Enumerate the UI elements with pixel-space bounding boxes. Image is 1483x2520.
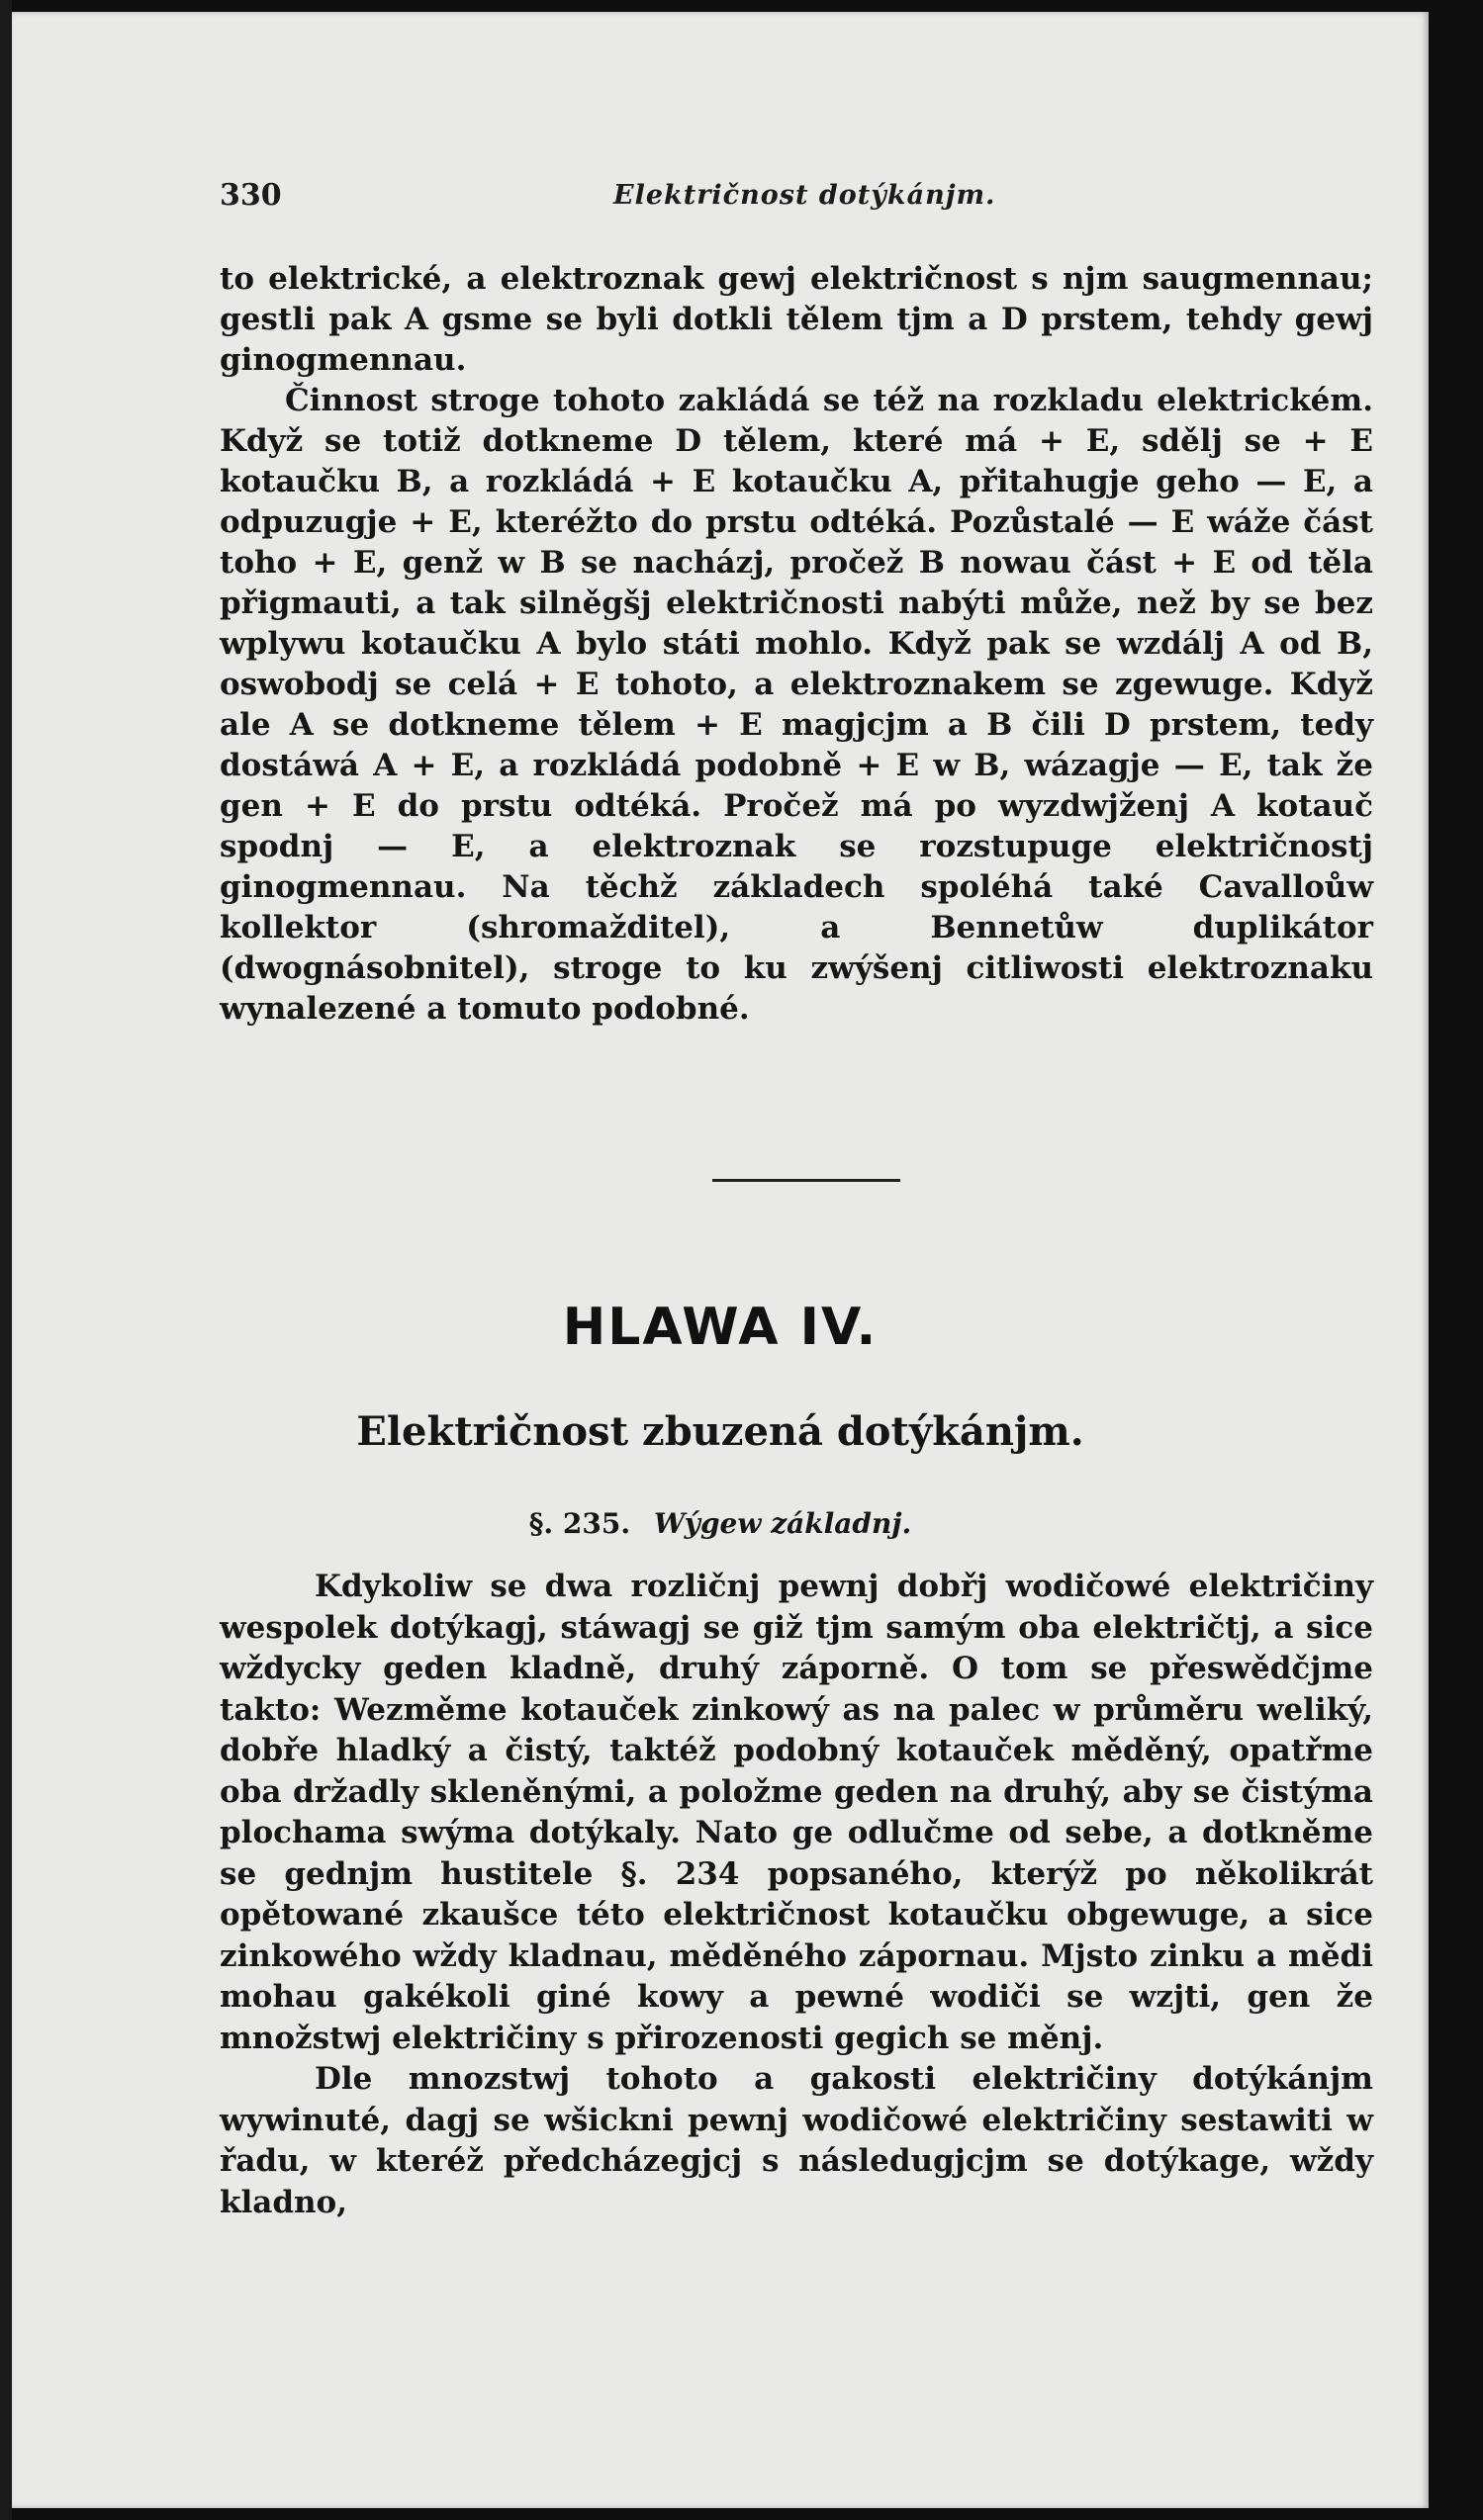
- running-title: Električnost dotýkánjm.: [613, 180, 996, 211]
- book-page: [12, 12, 1429, 2508]
- paragraph-continuation: to elektrické, a elektroznak gewj električnost s njm saugmennau; gestli pak A gsme se byli dotkli tělem tjm a D prstem, tehdy gewj ginogmennau.: [220, 261, 1373, 378]
- upper-text-block: [220, 259, 1373, 1030]
- running-header: [220, 178, 1239, 218]
- paragraph-series: Dle mnozstwj tohoto a gakosti električiny dotýkánjm wywinuté, dagj se wšickni pewnj wodičowé električiny sestawiti w řadu, w kteréž předcházegjcj s následugjcjm se dotýkage, wždy kladno,: [220, 2061, 1373, 2220]
- paragraph-mechanism: Činnost stroge tohoto zakládá se též na rozkladu elektrickém. Když se totiž dotkneme D tělem, které má + E, sdělj se + E kotaučku B, a rozkládá + E kotaučku A, přitahugje geho — E, a odpuzugje + E, kteréžto do prstu odtéká. Pozůstalé — E wáže část toho + E, genž w B se nacházj, pročež B nowau část + E od těla přigmauti, a tak silněgšj električnosti nabýti může, než by se bez wplywu kotaučku A bylo státi mohlo. Když pak se wzdálj A od B, oswobodj se celá + E tohoto, a elektroznakem se zgewuge. Když ale A se dotkneme tělem + E magjcjm a B čili D prstem, tedy dostáwá A + E, a rozkládá podobně + E w B, wázagje — E, tak že gen + E do prstu odtéká. Pročež má po wyzdwjženj A kotauč spodnj — E, a elektroznak se rozstupuge električnostj ginogmennau. Na těchž základech spoléhá také Cavalloůw kollektor (shromažditel), a Bennetůw duplikátor (dwognásobnitel), stroge to ku zwýšenj citliwosti elektroznaku wynalezené a tomuto podobné.: [220, 383, 1373, 1027]
- lower-text-block: [220, 1567, 1373, 2223]
- paragraph-contact-experiment: Kdykoliw se dwa rozličnj pewnj dobřj wodičowé električiny wespolek dotýkagj, stáwagj se giž tjm samým oba električtj, a sice wždycky geden kladně, druhý záporně. O tom se přeswědčjme takto: Wezměme kotauček zinkowý as na palec w průměru weliký, dobře hladký a čistý, taktéž podobný kotauček měděný, opatřme oba držadly skleněnými, a položme geden na druhý, aby se čistýma plochama swýma dotýkaly. Nato ge odlučme od sebe, a dotkněme se gednjm hustitele §. 234 popsaného, kterýž po několikrát opětowané zkaušce této električnost kotaučku obgewuge, a sice zinkowého wždy kladnau, měděného zápornau. Mjsto zinku a mědi mohau gakékoli giné kowy a pewné wodiči se wzjti, gen že množstwj električiny s přirozenosti gegich se měnj.: [220, 1569, 1373, 2056]
- page-number: 330: [220, 178, 282, 213]
- section-heading: [12, 1507, 1429, 1540]
- section-divider: [712, 1179, 900, 1182]
- section-title: Wýgew základnj.: [653, 1507, 912, 1540]
- scan-border: [0, 0, 12, 2520]
- section-number: §. 235.: [528, 1507, 631, 1540]
- chapter-subtitle: Električnost zbuzená dotýkánjm.: [356, 1408, 1084, 1455]
- chapter-heading: HLAWA IV.: [562, 1298, 879, 1357]
